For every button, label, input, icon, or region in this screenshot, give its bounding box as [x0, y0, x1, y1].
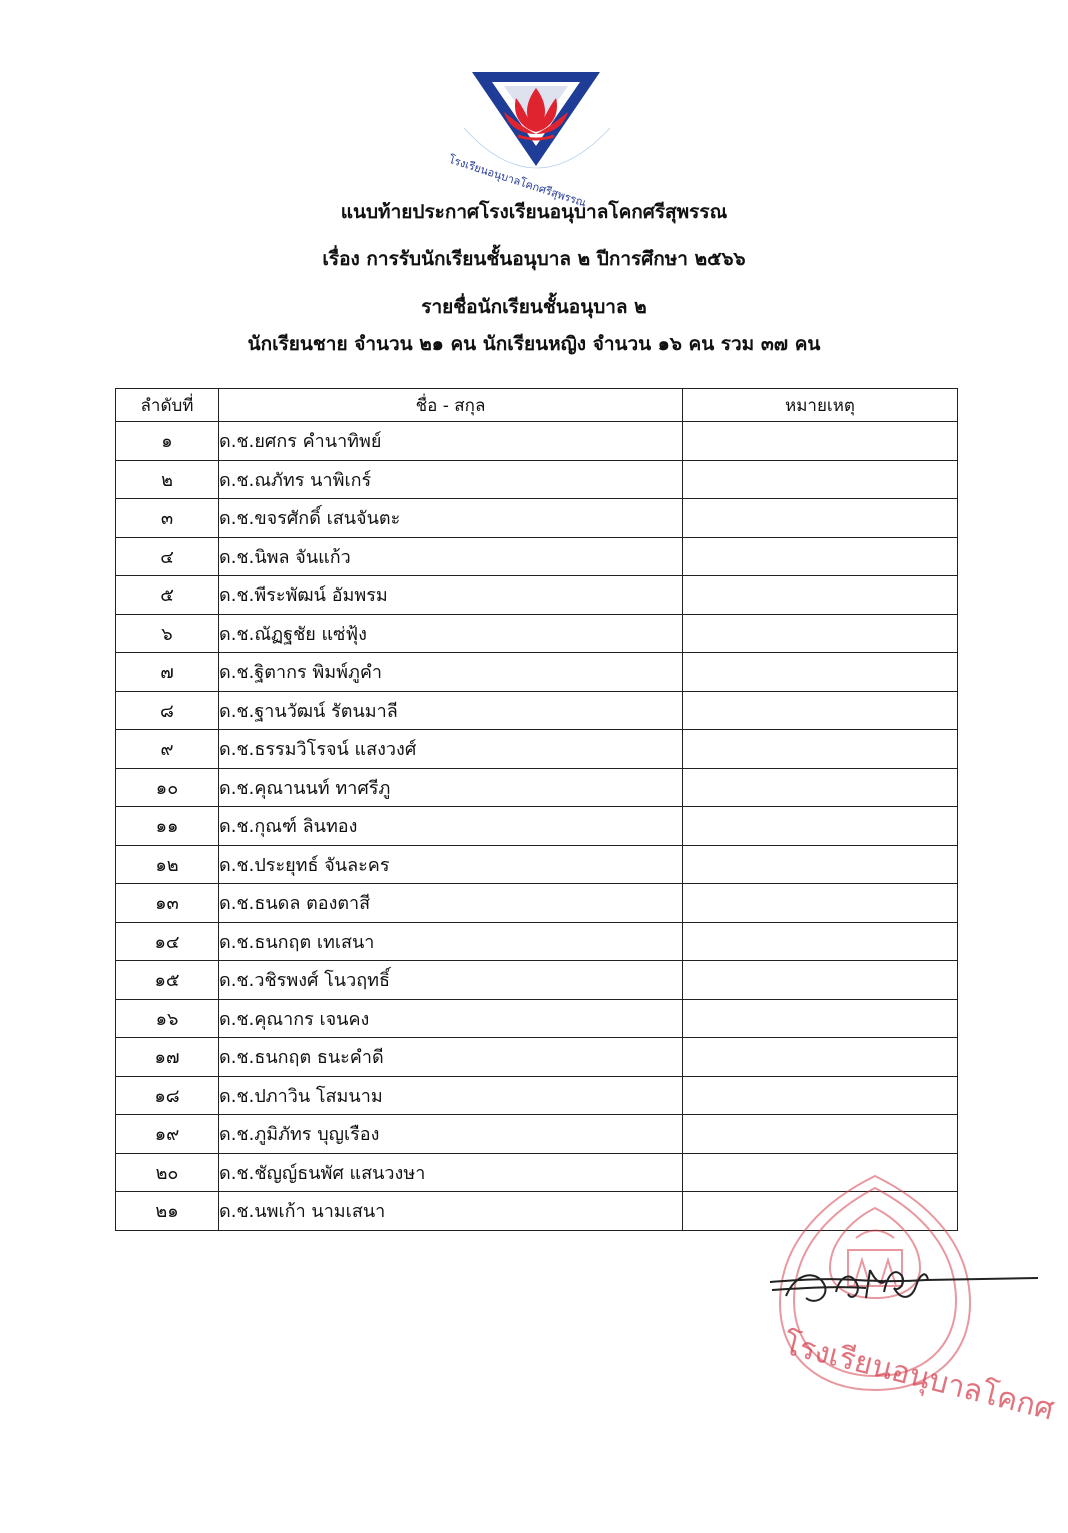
row-number: ๑๒	[116, 845, 219, 884]
row-note	[683, 422, 958, 461]
row-number: ๑๙	[116, 1115, 219, 1154]
seal-inscription: โรงเรียนอนุบาลโคกศ	[779, 1326, 1058, 1428]
table-row	[116, 922, 958, 961]
student-name: ด.ช.ชัญญ์ธนพัศ แสนวงษา	[219, 1153, 683, 1192]
student-list-table	[115, 388, 958, 1231]
row-note	[683, 961, 958, 1000]
row-note	[683, 1038, 958, 1077]
student-name: ด.ช.คุณากร เจนคง	[219, 999, 683, 1038]
row-number: ๑๖	[116, 999, 219, 1038]
row-note	[683, 537, 958, 576]
student-name: ด.ช.คุณานนท์ ทาศรีภู	[219, 768, 683, 807]
row-number: ๑๘	[116, 1076, 219, 1115]
row-number: ๙	[116, 730, 219, 769]
student-name: ด.ช.ประยุทธ์ จันละคร	[219, 845, 683, 884]
student-name: ด.ช.ปภาวิน โสมนาม	[219, 1076, 683, 1115]
row-note	[683, 614, 958, 653]
row-note	[683, 922, 958, 961]
column-header-name: ชื่อ - สกุล	[219, 389, 683, 422]
announcement-subject: เรื่อง การรับนักเรียนชั้นอนุบาล ๒ ปีการศึกษา ๒๕๖๖	[322, 248, 746, 270]
row-number: ๖	[116, 614, 219, 653]
table-row	[116, 1076, 958, 1115]
student-name: ด.ช.พีระพัฒน์ อัมพรม	[219, 576, 683, 615]
table-header-row	[116, 389, 958, 422]
row-number: ๒๐	[116, 1153, 219, 1192]
row-note	[683, 691, 958, 730]
student-name: ด.ช.ฐานวัฒน์ รัตนมาลี	[219, 691, 683, 730]
table-row	[116, 1038, 958, 1077]
row-note	[683, 999, 958, 1038]
table-row	[116, 499, 958, 538]
table-row	[116, 807, 958, 846]
row-note	[683, 730, 958, 769]
student-name: ด.ช.ฐิตากร พิมพ์ภูคำ	[219, 653, 683, 692]
row-number: ๑๓	[116, 884, 219, 923]
row-number: ๕	[116, 576, 219, 615]
table-row	[116, 961, 958, 1000]
table-row	[116, 576, 958, 615]
row-number: ๑	[116, 422, 219, 461]
table-row	[116, 691, 958, 730]
table-row	[116, 653, 958, 692]
row-number: ๑๕	[116, 961, 219, 1000]
table-row	[116, 999, 958, 1038]
row-number: ๓	[116, 499, 219, 538]
table-row	[116, 422, 958, 461]
logo-caption: โรงเรียนอนุบาลโคกศรีสุพรรณ	[447, 152, 588, 210]
row-note	[683, 768, 958, 807]
table-row	[116, 884, 958, 923]
student-count-summary: นักเรียนชาย จำนวน ๒๑ คน นักเรียนหญิง จำนวน ๑๖ คน รวม ๓๗ คน	[247, 333, 821, 355]
student-name: ด.ช.นิพล จันแก้ว	[219, 537, 683, 576]
row-number: ๑๗	[116, 1038, 219, 1077]
column-header-note: หมายเหตุ	[683, 389, 958, 422]
student-name: ด.ช.ภูมิภัทร บุญเรือง	[219, 1115, 683, 1154]
table-row	[116, 537, 958, 576]
row-number: ๑๑	[116, 807, 219, 846]
row-number: ๔	[116, 537, 219, 576]
list-title: รายชื่อนักเรียนชั้นอนุบาล ๒	[421, 296, 647, 318]
table-row	[116, 614, 958, 653]
row-note	[683, 884, 958, 923]
table-row	[116, 730, 958, 769]
row-note	[683, 1115, 958, 1154]
table-row	[116, 1115, 958, 1154]
student-name: ด.ช.ธนกฤต ธนะคำดี	[219, 1038, 683, 1077]
row-number: ๗	[116, 653, 219, 692]
table-row	[116, 768, 958, 807]
table-row	[116, 845, 958, 884]
row-note	[683, 576, 958, 615]
row-number: ๑๐	[116, 768, 219, 807]
student-name: ด.ช.วชิรพงศ์ โนวฤทธิ์	[219, 961, 683, 1000]
student-name: ด.ช.ณภัทร นาพิเกร์	[219, 460, 683, 499]
row-note	[683, 807, 958, 846]
student-name: ด.ช.ยศกร คำนาทิพย์	[219, 422, 683, 461]
row-note	[683, 845, 958, 884]
column-header-order: ลำดับที่	[116, 389, 219, 422]
row-note	[683, 653, 958, 692]
row-note	[683, 499, 958, 538]
announcement-title: แนบท้ายประกาศโรงเรียนอนุบาลโคกศรีสุพรรณ	[340, 201, 728, 223]
signature	[766, 1262, 1041, 1322]
student-name: ด.ช.ธรรมวิโรจน์ แสงวงศ์	[219, 730, 683, 769]
student-name: ด.ช.ขจรศักดิ์ เสนจันตะ	[219, 499, 683, 538]
row-number: ๒๑	[116, 1192, 219, 1231]
row-note	[683, 1076, 958, 1115]
student-name: ด.ช.ธนดล ตองตาสี	[219, 884, 683, 923]
student-name: ด.ช.นพเก้า นามเสนา	[219, 1192, 683, 1231]
row-number: ๘	[116, 691, 219, 730]
row-note	[683, 460, 958, 499]
table-row	[116, 460, 958, 499]
student-name: ด.ช.ธนกฤต เทเสนา	[219, 922, 683, 961]
student-name: ด.ช.กุณฑ์ ลินทอง	[219, 807, 683, 846]
row-number: ๑๔	[116, 922, 219, 961]
row-number: ๒	[116, 460, 219, 499]
student-name: ด.ช.ณัฏฐชัย แซ่ฟุ้ง	[219, 614, 683, 653]
